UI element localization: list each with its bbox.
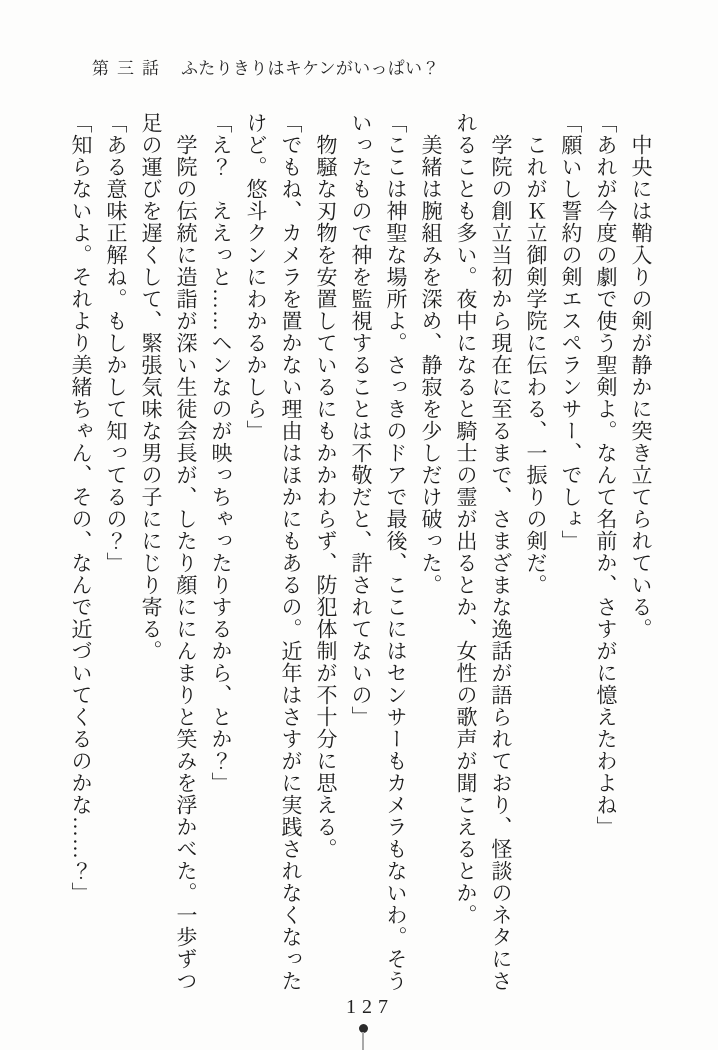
paragraph-9: 「でもね、カメラを置かない理由はほかにもあるの。近年はさすがに実践されなくなったけど。悠斗クンにわかるかしら」 (244, 112, 303, 992)
chapter-title: ふたりきりはキケンがいっぱい？ (181, 59, 440, 78)
paragraph-13: 「知らないよ。それより美緒ちゃん、その、なんで近づいてくるのかな……？」 (69, 112, 93, 904)
paragraph-8: 物騒な刃物を安置しているにもかかわらず、防犯体制が不十分に思える。 (314, 134, 338, 860)
paragraph-5: 学院の創立当初から現在に至るまで、さまざまな逸話が語られており、怪談のネタにされることも多い。夜中になると騎士の霊が出るとか、女性の歌声が聞こえるとか。 (454, 112, 513, 992)
paragraph-10: 「え？ ええっと……ヘンなのが映っちゃったりするから、とか？」 (209, 112, 233, 794)
paragraph-2: 「あれが今度の劇で使う聖剣よ。なんて名前か、さすがに憶えたわよね」 (594, 112, 618, 838)
paragraph-1: 中央には鞘入りの剣が静かに突き立てられている。 (629, 134, 653, 640)
chapter-header (92, 54, 440, 79)
chapter-number: 第三話 (92, 59, 167, 78)
stem-line (362, 1032, 364, 1050)
paragraph-12: 「ある意味正解ね。もしかして知ってるの？」 (104, 112, 128, 574)
paragraph-7: 「ここは神聖な場所よ。さっきのドアで最後、ここにはセンサーもカメラもないわ。そういったもので神を監視することは不敬だと、許されてないの」 (349, 112, 408, 992)
page-number: 127 (346, 996, 394, 1018)
body-text (62, 112, 658, 996)
paragraph-11: 学院の伝統に造詣が深い生徒会長が、したり顔ににんまりと笑みを浮かべた。一歩ずつ足の運びを遅くして、緊張気味な男の子ににじり寄る。 (139, 112, 198, 992)
paragraph-4: これがＫ立御剣学院に伝わる、一振りの剣だ。 (524, 134, 548, 596)
paragraph-3: 「願いし誓約の剣エスペランサー、でしょ」 (559, 112, 583, 552)
paragraph-6: 美緒は腕組みを深め、静寂を少しだけ破った。 (419, 134, 443, 596)
